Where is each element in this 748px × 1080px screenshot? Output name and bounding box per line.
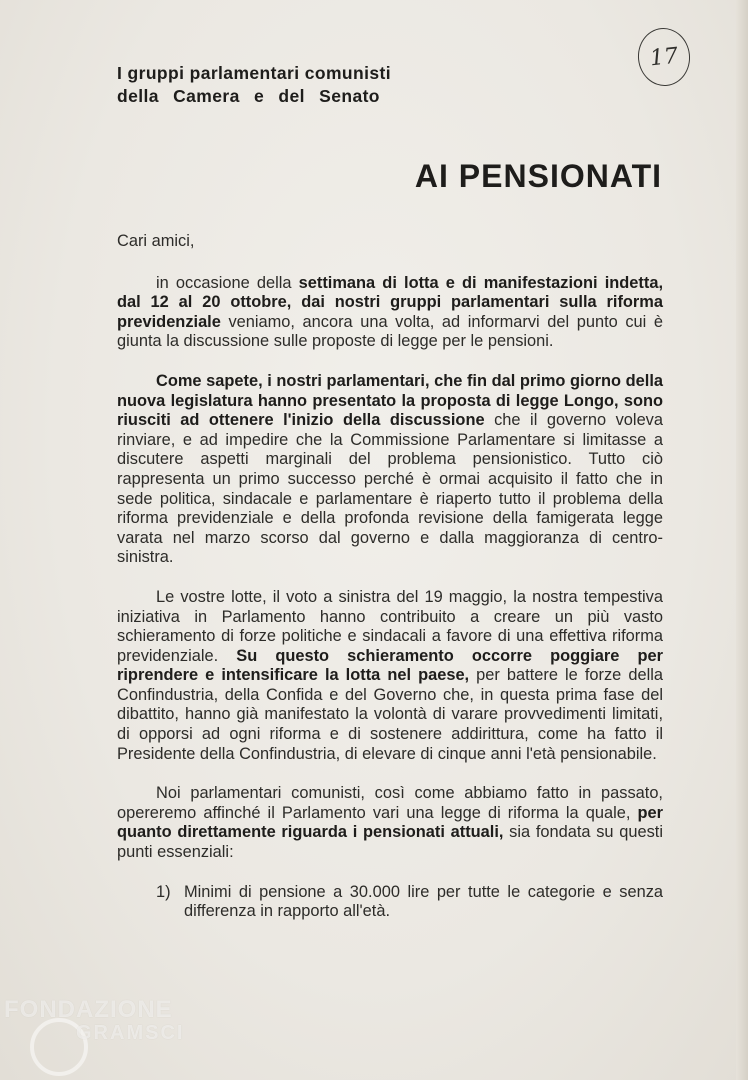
list-number: 1) [156,882,171,901]
bold-run: Come sapete, i nostri parlamentari, che fin dal primo giorno della nuova legislatura hanno presentato la proposta di legge Longo, sono riusciti ad ottenere l'inizio della discussione [117,371,663,430]
paragraph-1 [117,274,663,352]
text-run: Le vostre lotte, il voto a sinistra del 19 maggio, la nostra tempestiva iniziativa in Parlamento hanno contribuito a creare un più vasto schieramento di forze politiche e sindacali a favore di una effettiva riforma previdenziale. [117,587,663,665]
paragraph-2 [117,372,663,568]
bold-run: Su questo schieramento occorre poggiare per riprendere e intensificare la lotta nel paese, [117,646,663,685]
text-run: sia fondata su questi punti essenziali: [117,823,663,862]
text-run: Noi parlamentari comunisti, così come abbiamo fatto in passato, opereremo affinché il Parlamento vari una legge di riforma la quale, [117,784,663,822]
bold-run: per quanto direttamente riguarda i pensionati attuali, [117,803,663,842]
bold-run: settimana di lotta e di manifestazioni indetta, dal 12 al 20 ottobre, dai nostri gruppi parlamentari sulla riforma previdenziale [117,273,663,331]
document-header [117,62,391,108]
paragraph-4 [117,784,663,862]
header-line-2: della Camera e del Senato [117,86,380,106]
text-run: per battere le forze della Confindustria, della Confida e del Governo che, in questa prima fase del dibattito, hanno già manifestato la volontà di varare provvedimenti limitati, di opporsi ad ogni riforma e di sostenere addirittura, come ha fatto il Presidente della Confindustria, di elevare di cinque anni l'età pensionabile. [117,666,663,763]
paragraph-3 [117,588,663,764]
text-run: in occasione della [156,273,299,292]
greeting: Cari amici, [117,232,195,250]
watermark-line-2: GRAMSCI [76,1022,185,1044]
page-edge [736,0,748,1080]
watermark [4,996,184,1045]
list-item [156,883,663,922]
letter-body [117,232,663,922]
watermark-line-1: FONDAZIONE [4,996,173,1023]
text-run: veniamo, ancora una volta, ad informarvi del punto cui è giunta la discussione sulle proposte di legge per le pensioni. [117,312,663,351]
header-line-1: I gruppi parlamentari comunisti [117,63,391,83]
stamp-number: 17 [648,43,680,71]
document-title: AI PENSIONATI [414,158,662,194]
list-text: Minimi di pensione a 30.000 lire per tutte le categorie e senza differenza in rapporto all'età. [184,882,663,921]
text-run: che il governo voleva rinviare, e ad impedire che la Commissione Parlamentare si limitasse a discutere aspetti marginali del problema pensionistico. Tutto ciò rappresenta un primo successo perché è ormai acquisito il fatto che in sede politica, sindacale e parlamentare è riaperto tutto il problema della riforma previdenziale e della profonda revisione della famigerata legge varata nel marzo scorso dal governo e dalla maggioranza di centro-sinistra. [117,411,663,567]
